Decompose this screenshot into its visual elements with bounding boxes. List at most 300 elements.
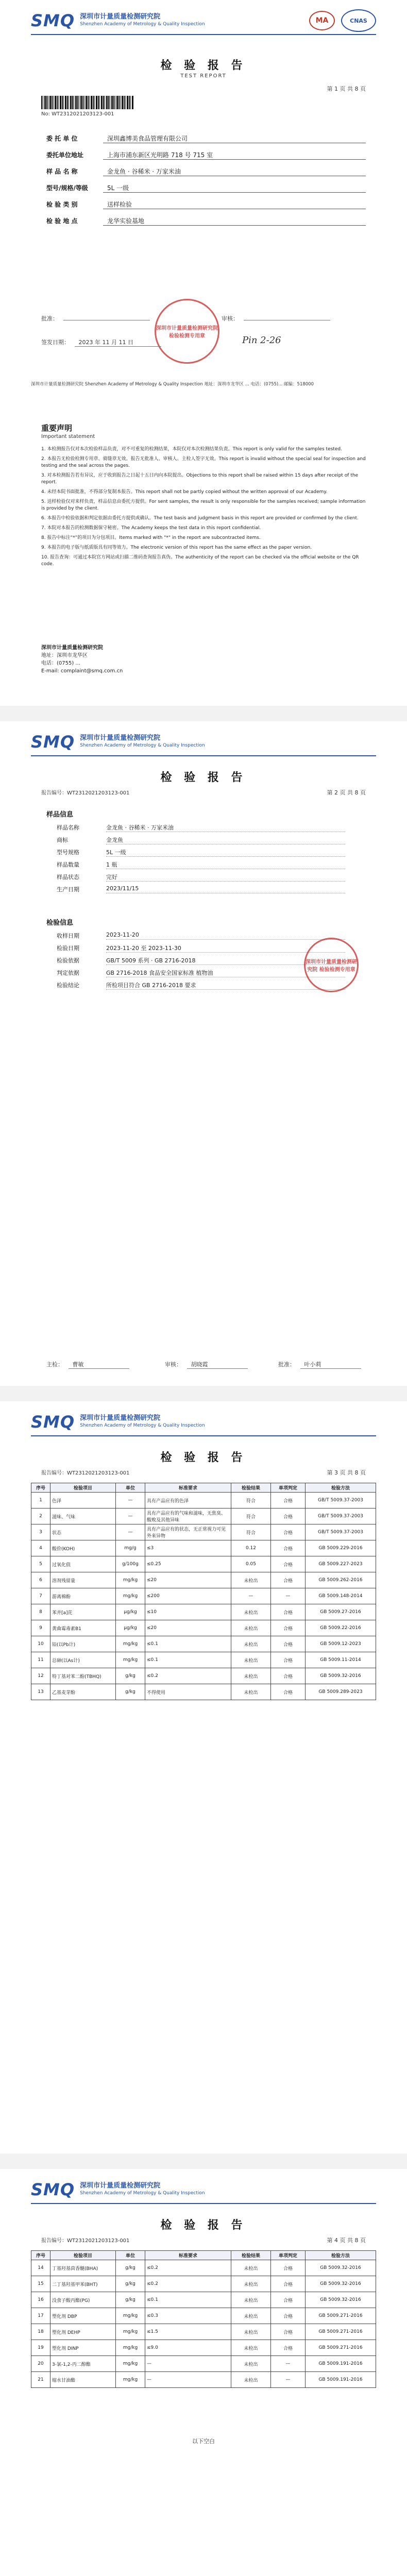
table-cell: 色泽 (50, 1493, 116, 1509)
table-cell: 二丁基羟基甲苯(BHT) (50, 2276, 116, 2292)
report-header (31, 2178, 376, 2201)
header-divider (31, 755, 376, 756)
notice-title-en: Important statement (41, 434, 95, 439)
inspection-seal-stamp (155, 299, 219, 364)
table-cell: 18 (31, 2324, 50, 2340)
sample-row (57, 823, 345, 832)
table-row (31, 1556, 376, 1572)
table-cell: 具有产品应有的色泽 (145, 1493, 231, 1509)
table-cell: 17 (31, 2308, 50, 2324)
table-cell: GB 5009.12-2023 (306, 1636, 376, 1652)
field-label: 检 验 类 别 (46, 201, 78, 208)
table-cell: GB 5009.262-2016 (306, 1572, 376, 1588)
col-header: 单位 (116, 1483, 145, 1493)
table-cell: 黄曲霉毒素B1 (50, 1620, 116, 1636)
institute-name-cn: 深圳市计量质量检测研究院 (80, 1414, 161, 1422)
table-cell: GB 5009.227-2023 (306, 1556, 376, 1572)
table-row (31, 1636, 376, 1652)
field-value: 深圳鑫博美食品管理有限公司 (103, 134, 366, 143)
task-row (57, 944, 345, 953)
col-header: 单项判定 (271, 2251, 306, 2260)
institute-name-cn: 深圳市计量质量检测研究院 (80, 734, 161, 742)
table-cell: ≤0.1 (145, 1652, 231, 1668)
table-cell: GB 5009.148-2014 (306, 1588, 376, 1604)
table-cell: ≤0.2 (145, 2260, 231, 2276)
reviewer-signature (222, 314, 330, 323)
table-cell: 9 (31, 1620, 50, 1636)
col-header: 检验项目 (50, 1483, 116, 1493)
task-row (57, 981, 345, 990)
table-cell: GB 5009.27-2016 (306, 1604, 376, 1620)
page-number: 第 4 页 共 8 页 (327, 2237, 366, 2244)
table-cell: 16 (31, 2292, 50, 2308)
report-header (31, 9, 376, 32)
table-cell: ≤3 (145, 1540, 231, 1556)
table-cell: 合格 (271, 2292, 306, 2308)
table-cell: 合格 (271, 1572, 306, 1588)
table-cell: ≤20 (145, 1620, 231, 1636)
table-cell: g/kg (116, 2276, 145, 2292)
notice-item: 4. 未经本院书面批准，不得部分复制本报告。This report shall not be partly copied without the written approval of our Academy. (41, 489, 328, 495)
notice-item: 3. 对本检测报告若有异议，应于收到报告之日起十五日内向本院提出。Objections to this report shall be raised within 15 days after receipt of the report. (41, 473, 359, 485)
issue-date (41, 338, 161, 347)
notice-item: 5. 送样检验仅对来样负责，样品信息由委托方提供。For sent samples, the result is only responsible for the samples received; sample information is provided by the client. (41, 499, 366, 511)
sample-row (57, 860, 345, 869)
table-cell: 乙基麦芽酚 (50, 1684, 116, 1700)
col-header: 序号 (31, 2251, 50, 2260)
table-cell: 未检出 (231, 1668, 271, 1684)
sample-row (57, 848, 345, 857)
table-cell: 具有产品应有的状态，无正常视力可见外来异物 (145, 1524, 231, 1540)
sample-value: 5L 一级 (106, 848, 345, 857)
col-header: 检验结果 (231, 2251, 271, 2260)
notice-item: 10. 报告查询：可通过本院官方网站或扫描二维码查询报告真伪。The authenticity of the report can be checked via the official website or the QR code. (41, 555, 359, 567)
table-cell: 总砷(以As计) (50, 1652, 116, 1668)
field-value: 上海市浦东新区光明路 718 号 715 室 (103, 150, 366, 160)
handwritten-signature: Pin 2-26 (242, 335, 281, 346)
sample-label: 样品状态 (57, 874, 79, 880)
table-cell: 合格 (271, 1556, 306, 1572)
col-header: 序号 (31, 1483, 50, 1493)
notice-item: 6. 本报告中检验依据和判定依据由委托方提供或确认。The test basis and judgment basis in this report are provided or confirmed by the client. (41, 516, 359, 521)
task-value: GB 2716-2018 食品安全国家标准 植物油 (106, 969, 345, 977)
task-value: GB/T 5009 系列 · GB 2716-2018 (106, 956, 345, 965)
barcode-icon (41, 96, 134, 109)
inspection-seal-stamp (304, 938, 359, 992)
table-cell: 7 (31, 1588, 50, 1604)
field-test-type (46, 200, 366, 209)
institute-name-en: Shenzhen Academy of Metrology & Quality Inspection (80, 2191, 205, 2196)
table-cell: 合格 (271, 1493, 306, 1509)
table-cell: 过氧化值 (50, 1556, 116, 1572)
table-cell: 合格 (271, 2276, 306, 2292)
table-cell: 铅(以Pb计) (50, 1636, 116, 1652)
sample-value: 完好 (106, 873, 345, 882)
table-cell: 缩水甘油酯 (50, 2372, 116, 2388)
notice-item: 7. 本院对本报告的检测数据保守秘密。The Academy keeps the test data in this report confidential. (41, 526, 261, 531)
task-value: 2023-11-20 至 2023-11-30 (106, 944, 345, 953)
table-cell: 未检出 (231, 1572, 271, 1588)
institute-name-cn: 深圳市计量质量检测研究院 (80, 2182, 161, 2190)
approve-value: 叶小莉 (300, 1360, 361, 1369)
table-row (31, 1668, 376, 1684)
issue-date-value: 2023 年 11 月 11 日 (75, 338, 161, 347)
report-number: 报告编号：WT2312021203123-001 (41, 1470, 130, 1476)
table-cell: ≤20 (145, 1572, 231, 1588)
table-cell: 合格 (271, 1524, 306, 1540)
table-cell: GB 5009.271-2016 (306, 2340, 376, 2356)
page-gap (0, 1386, 407, 1401)
table-cell: μg/kg (116, 1604, 145, 1620)
table-cell: 丁基羟基茴香醚(BHA) (50, 2260, 116, 2276)
table-cell: — (145, 2372, 231, 2388)
table-cell: — (271, 1588, 306, 1604)
approve-label: 批准： (278, 1361, 295, 1368)
contact-line: 地址：深圳市龙华区 (41, 653, 88, 658)
contact-line: 深圳市计量质量检测研究院 (41, 645, 103, 651)
table-cell: GB 5009.289-2023 (306, 1684, 376, 1700)
table-cell: 不得使用 (145, 1684, 231, 1700)
table-cell: 20 (31, 2356, 50, 2372)
contact-block (41, 644, 123, 675)
sample-label: 型号规格 (57, 849, 79, 856)
table-cell: 未检出 (231, 2308, 271, 2324)
table-cell: 符合 (231, 1509, 271, 1524)
col-header: 单项判定 (271, 1483, 306, 1493)
table-cell: GB/T 5009.37-2003 (306, 1509, 376, 1524)
notice-list (41, 446, 366, 571)
report-number: 报告编号：WT2312021203123-001 (41, 2238, 130, 2244)
report-number: No: WT2312021203123-001 (41, 111, 114, 117)
sample-value: 金龙鱼 · 谷稀米 · 万家米油 (106, 823, 345, 832)
table-cell: — (116, 1509, 145, 1524)
report-page-3 (0, 1401, 407, 2154)
table-cell: mg/kg (116, 1636, 145, 1652)
table-end-note: 以下空白 (192, 2438, 215, 2445)
table-cell: 塑化剂 DEHP (50, 2324, 116, 2340)
col-header: 检验方法 (306, 1483, 376, 1493)
report-header (31, 731, 376, 753)
table-cell: 3-氯-1,2-丙二醇酯 (50, 2356, 116, 2372)
table-cell: GB/T 5009.37-2003 (306, 1493, 376, 1509)
table-cell: — (271, 2372, 306, 2388)
header-divider (31, 34, 376, 35)
reviewer-label: 审核： (222, 315, 239, 322)
contact-line: E-mail: complaint@smq.com.cn (41, 668, 123, 674)
table-row (31, 2324, 376, 2340)
table-cell: ≤200 (145, 1588, 231, 1604)
table-cell: 未检出 (231, 2372, 271, 2388)
page-number: 第 2 页 共 8 页 (327, 789, 366, 796)
report-cover-page (0, 0, 407, 706)
table-cell: 15 (31, 2276, 50, 2292)
field-value: 金龙鱼 · 谷稀米 · 万家米油 (103, 167, 366, 176)
smq-logo: SMQ (31, 732, 75, 752)
col-header: 检验方法 (306, 2251, 376, 2260)
table-cell: ≤0.25 (145, 1556, 231, 1572)
table-cell: mg/kg (116, 1572, 145, 1588)
table-cell: 6 (31, 1572, 50, 1588)
table-cell: 滋味、气味 (50, 1509, 116, 1524)
sample-row (57, 873, 345, 882)
table-cell: 合格 (271, 1668, 306, 1684)
header-divider (31, 2203, 376, 2204)
field-value: 5L 一级 (103, 183, 366, 193)
results-table-body (31, 2260, 376, 2388)
table-cell: 未检出 (231, 1684, 271, 1700)
task-value: 所检项目符合 GB 2716-2018 要求 (106, 981, 345, 990)
field-label: 型号/规格/等级 (46, 184, 88, 192)
table-cell: GB 5009.22-2016 (306, 1620, 376, 1636)
field-label: 样 品 名 称 (46, 168, 78, 175)
table-cell: 11 (31, 1652, 50, 1668)
task-label: 判定依据 (57, 970, 79, 976)
table-cell: mg/kg (116, 2308, 145, 2324)
seal-text: 深圳市计量质量检测研究院 检验检测专用章 (156, 326, 218, 339)
table-cell: 合格 (271, 1652, 306, 1668)
table-cell: 合格 (271, 2260, 306, 2276)
report-title: 检 验 报 告 (160, 1451, 247, 1464)
smq-logo: SMQ (31, 1412, 75, 1432)
table-cell: ≤0.1 (145, 2292, 231, 2308)
table-cell: 合格 (271, 1620, 306, 1636)
col-header: 检验项目 (50, 2251, 116, 2260)
report-title: 检 验 报 告 (160, 2219, 247, 2232)
table-cell: mg/kg (116, 1652, 145, 1668)
task-label: 检验结论 (57, 982, 79, 989)
smq-logo: SMQ (31, 2180, 75, 2199)
report-number: 报告编号：WT2312021203123-001 (41, 790, 130, 796)
institute-name-en: Shenzhen Academy of Metrology & Quality Inspection (80, 743, 205, 748)
table-row (31, 1509, 376, 1524)
task-row (57, 956, 345, 965)
table-cell: 合格 (271, 2324, 306, 2340)
sample-info-heading: 样品信息 (46, 811, 74, 819)
table-cell: 4 (31, 1540, 50, 1556)
field-label: 委托单位地址 (46, 151, 84, 159)
sample-value: 金龙鱼 (106, 836, 345, 844)
cover-footer: 深圳市计量质量检测研究院 Shenzhen Academy of Metrology & Quality Inspection 地址：深圳市龙华区 ... 电话：(0755)... 邮编：518000 (31, 382, 314, 387)
table-row (31, 2292, 376, 2308)
table-cell: 具有产品应有的气味和滋味，无焦臭、酸败及其他异味 (145, 1509, 231, 1524)
table-cell: ≤9.0 (145, 2340, 231, 2356)
notice-item: 1. 本检测报告仅对本次检验样品负责，对不可重复的检测结果，本院仅对本次检测结果负责。This report is only valid for the samples tested. (41, 447, 342, 452)
table-cell: GB 5009.32-2016 (306, 2276, 376, 2292)
table-cell: — (145, 2356, 231, 2372)
institute-name (80, 1415, 205, 1429)
table-cell: ≤10 (145, 1604, 231, 1620)
table-cell: 游离棉酚 (50, 1588, 116, 1604)
table-cell: mg/kg (116, 1588, 145, 1604)
results-table-body (31, 1493, 376, 1700)
col-header: 标准要求 (145, 1483, 231, 1493)
table-cell: ≤0.1 (145, 1636, 231, 1652)
institute-name (80, 735, 205, 749)
certification-marks (309, 9, 376, 32)
table-cell: 未检出 (231, 2356, 271, 2372)
results-table (31, 2250, 376, 2388)
table-cell: 13 (31, 1684, 50, 1700)
table-cell: ≤0.2 (145, 1668, 231, 1684)
table-cell: 合格 (271, 1540, 306, 1556)
table-row (31, 2340, 376, 2356)
institute-name-en: Shenzhen Academy of Metrology & Quality Inspection (80, 22, 205, 27)
main-inspector-signature (46, 1360, 129, 1369)
report-header (31, 1411, 376, 1433)
table-cell: ≤1.5 (145, 2324, 231, 2340)
table-cell: 3 (31, 1524, 50, 1540)
table-cell: 合格 (271, 1604, 306, 1620)
issue-date-label: 签发日期： (41, 339, 70, 346)
table-cell: — (116, 1524, 145, 1540)
task-label: 检验依据 (57, 957, 79, 964)
table-row (31, 2372, 376, 2388)
table-cell: mg/kg (116, 2340, 145, 2356)
table-cell: 8 (31, 1604, 50, 1620)
table-cell: 符合 (231, 1524, 271, 1540)
field-client (46, 134, 366, 143)
table-header-row (31, 2251, 376, 2260)
table-cell: mg/kg (116, 2324, 145, 2340)
review-label: 审核： (165, 1361, 182, 1368)
table-cell: mg/kg (116, 2356, 145, 2372)
table-cell: 合格 (271, 1684, 306, 1700)
page-gap (0, 2154, 407, 2169)
review-signature (165, 1360, 248, 1369)
page-number: 第 1 页 共 8 页 (327, 86, 366, 92)
results-table (31, 1483, 376, 1700)
table-cell: 未检出 (231, 2340, 271, 2356)
field-client-address (46, 150, 366, 160)
table-cell: GB 5009.191-2016 (306, 2372, 376, 2388)
page-number: 第 3 页 共 8 页 (327, 1469, 366, 1476)
contact-line: 电话：(0755) ... (41, 660, 80, 666)
table-cell: 溶剂残留量 (50, 1572, 116, 1588)
table-cell: 14 (31, 2260, 50, 2276)
table-cell: 苯并[a]芘 (50, 1604, 116, 1620)
table-cell: μg/kg (116, 1620, 145, 1636)
table-cell: g/kg (116, 1668, 145, 1684)
table-cell: 10 (31, 1636, 50, 1652)
field-label: 委 托 单 位 (46, 135, 78, 142)
table-cell: mg/g (116, 1540, 145, 1556)
table-row (31, 2308, 376, 2324)
table-row (31, 2276, 376, 2292)
table-cell: 19 (31, 2340, 50, 2356)
main-inspector-value: 曹敏 (69, 1360, 129, 1369)
table-cell: ≤0.2 (145, 2276, 231, 2292)
table-cell: 未检出 (231, 1620, 271, 1636)
approver-signature (41, 314, 150, 323)
sample-row (57, 885, 345, 893)
cma-mark-icon: MA (309, 11, 335, 30)
table-cell: 未检出 (231, 2324, 271, 2340)
report-title: 检 验 报 告 (160, 59, 247, 72)
col-header: 检验结果 (231, 1483, 271, 1493)
sample-row (57, 836, 345, 844)
table-cell: GB 5009.32-2016 (306, 2260, 376, 2276)
table-row (31, 1524, 376, 1540)
institute-name (80, 2182, 205, 2197)
table-cell: 5 (31, 1556, 50, 1572)
table-cell: 合格 (271, 1509, 306, 1524)
table-cell: g/kg (116, 1684, 145, 1700)
table-cell: GB 5009.32-2016 (306, 2292, 376, 2308)
table-row (31, 1588, 376, 1604)
field-value: 龙华实验基地 (103, 216, 366, 226)
table-cell: 未检出 (231, 1604, 271, 1620)
table-row (31, 1684, 376, 1700)
col-header: 单位 (116, 2251, 145, 2260)
notice-title: 重要声明 (41, 423, 73, 433)
table-cell: g/100g (116, 1556, 145, 1572)
task-label: 收样日期 (57, 933, 79, 939)
sample-label: 样品数量 (57, 861, 79, 868)
table-cell: 2 (31, 1509, 50, 1524)
table-cell: GB 5009.271-2016 (306, 2324, 376, 2340)
table-cell: 未检出 (231, 2292, 271, 2308)
table-cell: 0.12 (231, 1540, 271, 1556)
task-row (57, 931, 345, 940)
notice-item: 8. 报告中标注“*”的项目为分包项目。Items marked with "*" in the report are subcontracted items. (41, 535, 261, 540)
seal-text: 深圳市计量质量检测研究院 检验检测专用章 (306, 959, 357, 973)
page-gap (0, 706, 407, 721)
table-cell: 酸价(KOH) (50, 1540, 116, 1556)
table-cell: 1 (31, 1493, 50, 1509)
table-cell: GB 5009.271-2016 (306, 2308, 376, 2324)
table-cell: ≤0.3 (145, 2308, 231, 2324)
field-value: 送样检验 (103, 200, 366, 209)
table-cell: GB 5009.229-2016 (306, 1540, 376, 1556)
table-cell: GB 5009.191-2016 (306, 2356, 376, 2372)
notice-item: 9. 本报告的电子版与纸质版具有同等效力。The electronic version of this report has the same effect as the paper version. (41, 545, 312, 550)
table-row (31, 1493, 376, 1509)
table-row (31, 1620, 376, 1636)
table-cell: 12 (31, 1668, 50, 1684)
report-page-4 (0, 2169, 407, 2576)
table-cell: 塑化剂 DINP (50, 2340, 116, 2356)
col-header: 标准要求 (145, 2251, 231, 2260)
table-cell: — (116, 1493, 145, 1509)
table-cell: g/kg (116, 2260, 145, 2276)
task-value: 2023-11-20 (106, 931, 345, 940)
table-row (31, 2356, 376, 2372)
table-cell: 未检出 (231, 1636, 271, 1652)
report-page-2 (0, 721, 407, 1386)
sample-label: 商标 (57, 837, 68, 843)
table-row (31, 1572, 376, 1588)
sample-label: 样品名称 (57, 824, 79, 831)
sample-label: 生产日期 (57, 886, 79, 893)
smq-logo: SMQ (31, 11, 75, 30)
table-cell: 0.05 (231, 1556, 271, 1572)
report-subtitle: TEST REPORT (180, 73, 227, 79)
table-row (31, 2260, 376, 2276)
table-cell: 符合 (231, 1493, 271, 1509)
table-cell: 未检出 (231, 2276, 271, 2292)
table-header-row (31, 1483, 376, 1493)
table-cell: 没食子酸丙酯(PG) (50, 2292, 116, 2308)
table-cell: 合格 (271, 2340, 306, 2356)
field-model (46, 183, 366, 193)
institute-name-cn: 深圳市计量质量检测研究院 (80, 13, 161, 21)
task-row (57, 969, 345, 977)
table-row (31, 1604, 376, 1620)
main-inspector-label: 主检： (46, 1361, 63, 1368)
table-cell: mg/kg (116, 2372, 145, 2388)
cnas-mark-icon: CNAS (341, 9, 376, 32)
table-cell: 塑化剂 DBP (50, 2308, 116, 2324)
